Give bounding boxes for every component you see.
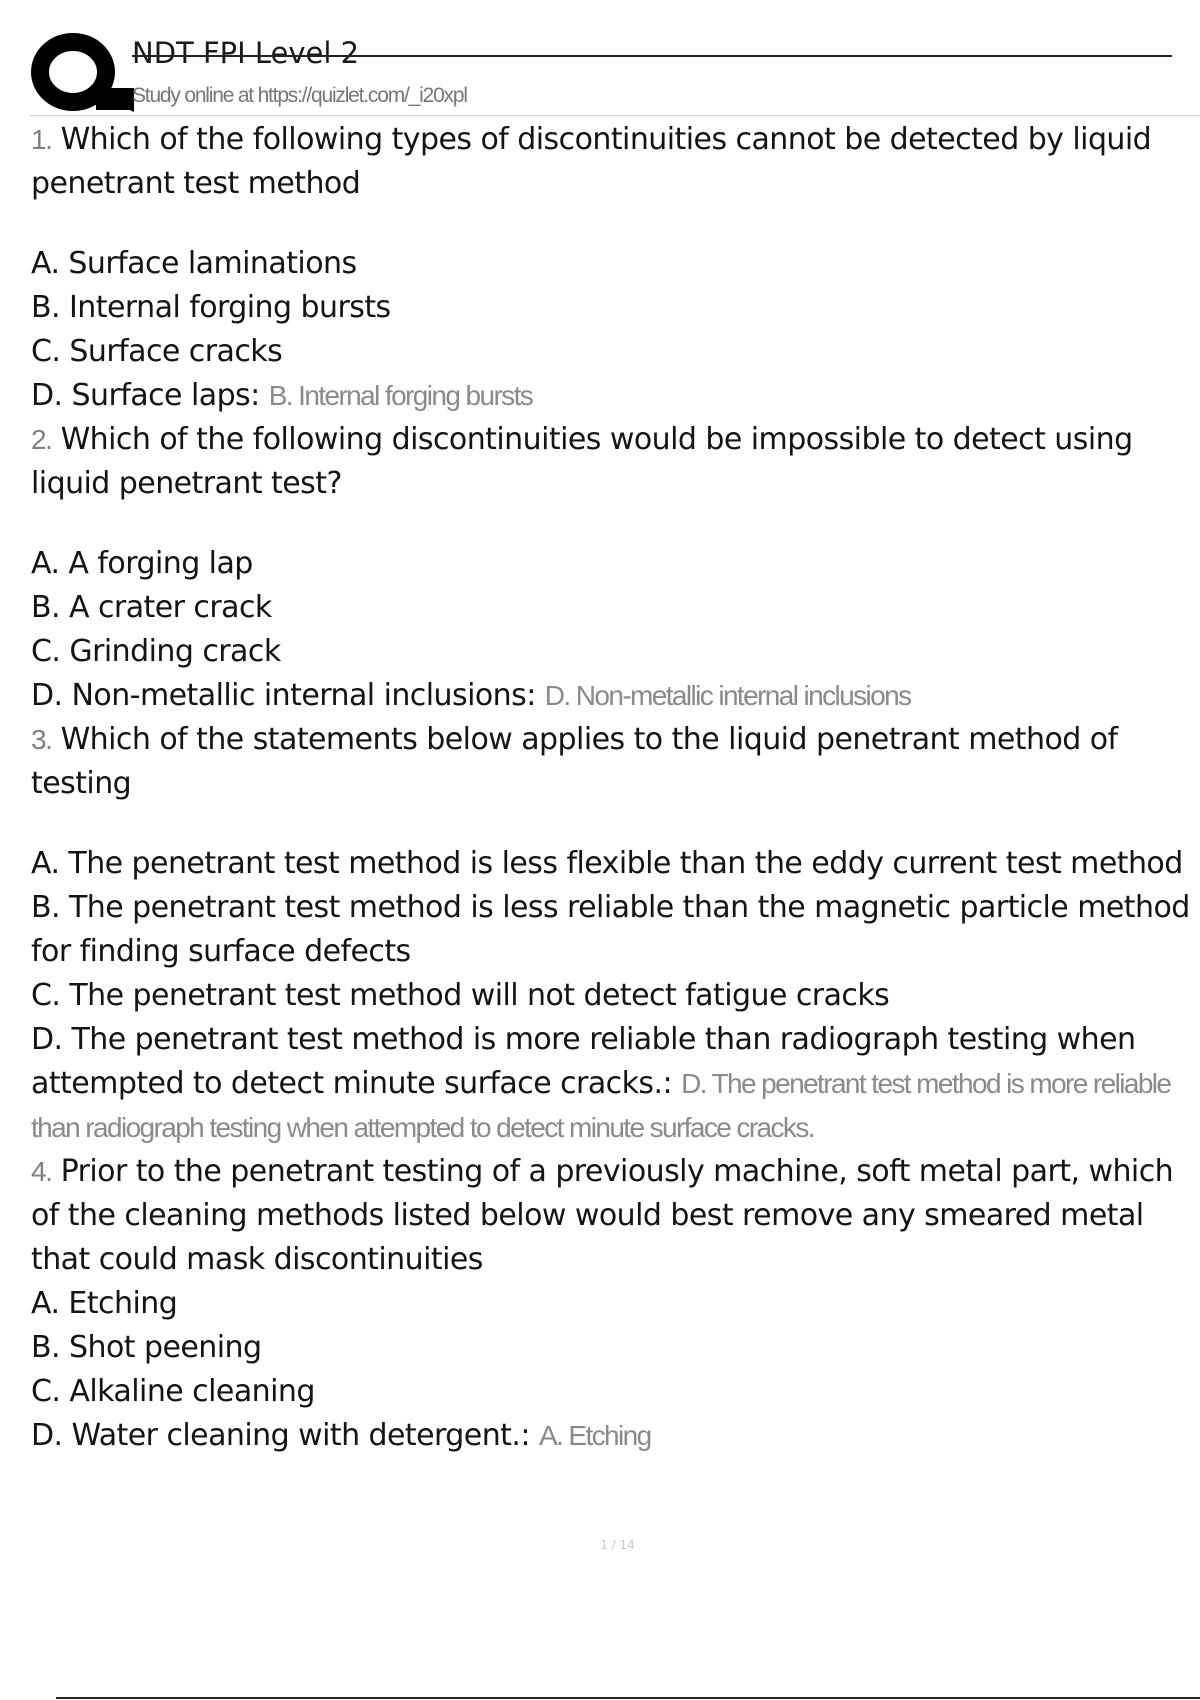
- option-d-with-answer: [31, 1414, 1200, 1458]
- study-online-link[interactable]: Study online at https://quizlet.com/_i20xpl: [132, 84, 467, 107]
- answer: D. The penetrant test method is more reliable than radiograph testing when attempted to detect minute surface cracks.: [31, 1068, 1171, 1143]
- option-d-with-answer: [31, 374, 1200, 418]
- page-number: 1 / 14: [600, 1538, 635, 1552]
- option-c: C. Surface cracks: [31, 334, 283, 369]
- option-d: D. Surface laps:: [31, 378, 260, 413]
- quizlet-logo-icon: [30, 32, 142, 116]
- question-prompt: Prior to the penetrant testing of a previously machine, soft metal part, which of the cleaning methods listed below would best remove any smeared metal that could mask discontinuities: [31, 1154, 1174, 1277]
- question-2: [31, 418, 1200, 718]
- document-title: NDT FPI Level 2: [132, 36, 360, 70]
- header-divider: [30, 115, 1200, 116]
- option-c: C. The penetrant test method will not detect fatigue cracks: [31, 978, 890, 1013]
- question-list: [31, 118, 1200, 1458]
- answer: B. Internal forging bursts: [268, 380, 533, 411]
- option-a: A. The penetrant test method is less flexible than the eddy current test method: [31, 846, 1183, 881]
- option-b: B. Shot peening: [31, 1330, 262, 1365]
- option-c: C. Alkaline cleaning: [31, 1374, 315, 1409]
- document-header: [30, 26, 1200, 114]
- question-text: [31, 1150, 1200, 1282]
- question-prompt: Which of the following discontinuities would be impossible to detect using liquid penetrant test?: [31, 422, 1133, 501]
- option-d-with-answer: [31, 674, 1200, 718]
- option-d-with-answer: [31, 1018, 1200, 1150]
- option-b: B. Internal forging bursts: [31, 290, 391, 325]
- question-text: [31, 418, 1200, 506]
- option-d: D. The penetrant test method is more reliable than radiograph testing when attempted to detect minute surface cracks.:: [31, 1022, 1136, 1101]
- footer-divider: [56, 1697, 1200, 1699]
- question-prompt: Which of the following types of discontinuities cannot be detected by liquid penetrant test method: [31, 122, 1152, 201]
- option-c: C. Grinding crack: [31, 634, 281, 669]
- question-4: [31, 1150, 1200, 1458]
- answer: A. Etching: [538, 1420, 651, 1451]
- answer: D. Non-metallic internal inclusions: [544, 680, 911, 711]
- option-d: D. Non-metallic internal inclusions:: [31, 678, 536, 713]
- question-3: [31, 718, 1200, 1150]
- question-number: 2.: [31, 424, 52, 455]
- option-d: D. Water cleaning with detergent.:: [31, 1418, 530, 1453]
- option-b: B. A crater crack: [31, 590, 272, 625]
- question-text: [31, 718, 1200, 806]
- question-text: [31, 118, 1200, 206]
- question-number: 4.: [31, 1156, 52, 1187]
- option-b: B. The penetrant test method is less reliable than the magnetic particle method for finding surface defects: [31, 890, 1190, 969]
- question-number: 3.: [31, 724, 52, 755]
- option-a: A. A forging lap: [31, 546, 253, 581]
- question-prompt: Which of the statements below applies to the liquid penetrant method of testing: [31, 722, 1118, 801]
- question-1: [31, 118, 1200, 418]
- question-number: 1.: [31, 124, 52, 155]
- option-a: A. Surface laminations: [31, 246, 357, 281]
- option-a: A. Etching: [31, 1286, 178, 1321]
- title-rule: [132, 55, 1172, 57]
